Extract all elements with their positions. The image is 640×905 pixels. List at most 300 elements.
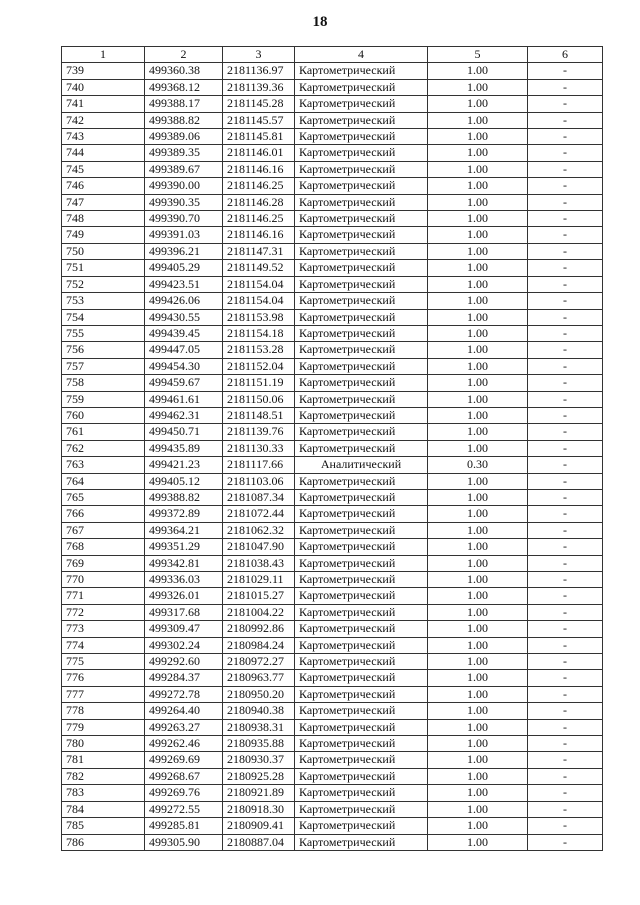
- cell-coordinate-y: 2180984.24: [223, 637, 295, 653]
- column-header-5: 5: [428, 47, 528, 63]
- cell-method: Картометрический: [295, 407, 428, 423]
- cell-precision: 1.00: [428, 391, 528, 407]
- cell-point-number: 768: [62, 539, 145, 555]
- cell-coordinate-y: 2181004.22: [223, 604, 295, 620]
- cell-note: -: [528, 539, 603, 555]
- cell-coordinate-x: 499388.82: [145, 489, 223, 505]
- cell-method: Картометрический: [295, 194, 428, 210]
- cell-precision: 1.00: [428, 818, 528, 834]
- cell-coordinate-y: 2180918.30: [223, 801, 295, 817]
- cell-coordinate-y: 2181151.19: [223, 375, 295, 391]
- cell-method: Картометрический: [295, 276, 428, 292]
- cell-point-number: 783: [62, 785, 145, 801]
- column-header-4: 4: [295, 47, 428, 63]
- cell-method: Картометрический: [295, 260, 428, 276]
- cell-note: -: [528, 719, 603, 735]
- table-row: [62, 801, 603, 817]
- cell-method: Картометрический: [295, 161, 428, 177]
- cell-method: Картометрический: [295, 96, 428, 112]
- column-header-6: 6: [528, 47, 603, 63]
- cell-method: Картометрический: [295, 293, 428, 309]
- cell-method: Картометрический: [295, 309, 428, 325]
- cell-coordinate-x: 499269.76: [145, 785, 223, 801]
- cell-coordinate-y: 2180940.38: [223, 703, 295, 719]
- table-row: [62, 686, 603, 702]
- cell-precision: 1.00: [428, 473, 528, 489]
- cell-coordinate-y: 2181139.36: [223, 79, 295, 95]
- cell-coordinate-y: 2181154.04: [223, 293, 295, 309]
- cell-coordinate-x: 499421.23: [145, 457, 223, 473]
- cell-method: Картометрический: [295, 522, 428, 538]
- cell-note: -: [528, 243, 603, 259]
- cell-coordinate-y: 2181145.81: [223, 129, 295, 145]
- cell-note: -: [528, 768, 603, 784]
- cell-coordinate-x: 499372.89: [145, 506, 223, 522]
- cell-method: Картометрический: [295, 178, 428, 194]
- cell-coordinate-y: 2180963.77: [223, 670, 295, 686]
- table-row: [62, 719, 603, 735]
- cell-coordinate-x: 499461.61: [145, 391, 223, 407]
- cell-method: Картометрический: [295, 768, 428, 784]
- cell-note: -: [528, 112, 603, 128]
- table-row: [62, 260, 603, 276]
- cell-precision: 1.00: [428, 358, 528, 374]
- cell-precision: 1.00: [428, 801, 528, 817]
- cell-note: -: [528, 161, 603, 177]
- cell-point-number: 780: [62, 736, 145, 752]
- cell-point-number: 763: [62, 457, 145, 473]
- cell-precision: 1.00: [428, 768, 528, 784]
- cell-point-number: 777: [62, 686, 145, 702]
- cell-coordinate-y: 2180992.86: [223, 621, 295, 637]
- cell-method: Картометрический: [295, 129, 428, 145]
- cell-note: -: [528, 424, 603, 440]
- column-header-2: 2: [145, 47, 223, 63]
- cell-precision: 1.00: [428, 572, 528, 588]
- cell-point-number: 748: [62, 211, 145, 227]
- cell-point-number: 769: [62, 555, 145, 571]
- cell-note: -: [528, 276, 603, 292]
- cell-coordinate-x: 499459.67: [145, 375, 223, 391]
- table-row: [62, 768, 603, 784]
- column-header-3: 3: [223, 47, 295, 63]
- cell-precision: 1.00: [428, 260, 528, 276]
- cell-method: Картометрический: [295, 473, 428, 489]
- cell-note: -: [528, 588, 603, 604]
- cell-point-number: 756: [62, 342, 145, 358]
- cell-point-number: 749: [62, 227, 145, 243]
- table-row: [62, 178, 603, 194]
- cell-method: Картометрический: [295, 506, 428, 522]
- cell-note: -: [528, 555, 603, 571]
- cell-precision: 1.00: [428, 637, 528, 653]
- table-row: [62, 489, 603, 505]
- cell-coordinate-x: 499389.35: [145, 145, 223, 161]
- cell-coordinate-y: 2181154.18: [223, 325, 295, 341]
- cell-coordinate-y: 2181146.28: [223, 194, 295, 210]
- cell-coordinate-x: 499285.81: [145, 818, 223, 834]
- cell-coordinate-x: 499262.46: [145, 736, 223, 752]
- table-row: [62, 129, 603, 145]
- cell-point-number: 786: [62, 834, 145, 850]
- cell-point-number: 776: [62, 670, 145, 686]
- cell-point-number: 773: [62, 621, 145, 637]
- cell-method: Картометрический: [295, 604, 428, 620]
- cell-precision: 1.00: [428, 79, 528, 95]
- cell-coordinate-x: 499269.69: [145, 752, 223, 768]
- cell-method: Картометрический: [295, 63, 428, 79]
- coordinates-table: [61, 46, 603, 851]
- cell-coordinate-y: 2181087.34: [223, 489, 295, 505]
- page-number: 18: [312, 14, 328, 30]
- table-row: [62, 522, 603, 538]
- cell-point-number: 764: [62, 473, 145, 489]
- cell-note: -: [528, 391, 603, 407]
- cell-coordinate-y: 2181153.28: [223, 342, 295, 358]
- cell-precision: 1.00: [428, 736, 528, 752]
- cell-coordinate-y: 2180909.41: [223, 818, 295, 834]
- cell-method: Картометрический: [295, 112, 428, 128]
- cell-point-number: 739: [62, 63, 145, 79]
- cell-note: -: [528, 227, 603, 243]
- table-row: [62, 424, 603, 440]
- cell-note: -: [528, 178, 603, 194]
- cell-point-number: 742: [62, 112, 145, 128]
- cell-note: -: [528, 604, 603, 620]
- cell-method: Картометрический: [295, 834, 428, 850]
- cell-note: -: [528, 309, 603, 325]
- cell-note: -: [528, 736, 603, 752]
- table-body: [62, 63, 603, 851]
- table-row: [62, 654, 603, 670]
- cell-coordinate-x: 499388.17: [145, 96, 223, 112]
- cell-coordinate-y: 2181015.27: [223, 588, 295, 604]
- cell-precision: 1.00: [428, 407, 528, 423]
- cell-coordinate-x: 499454.30: [145, 358, 223, 374]
- cell-note: -: [528, 834, 603, 850]
- cell-note: -: [528, 325, 603, 341]
- cell-method: Картометрический: [295, 801, 428, 817]
- cell-note: -: [528, 358, 603, 374]
- cell-method: Картометрический: [295, 489, 428, 505]
- cell-precision: 1.00: [428, 834, 528, 850]
- cell-precision: 1.00: [428, 161, 528, 177]
- table-row: [62, 276, 603, 292]
- cell-note: -: [528, 818, 603, 834]
- cell-point-number: 744: [62, 145, 145, 161]
- cell-point-number: 743: [62, 129, 145, 145]
- cell-precision: 1.00: [428, 752, 528, 768]
- table-row: [62, 293, 603, 309]
- cell-coordinate-y: 2181139.76: [223, 424, 295, 440]
- cell-point-number: 746: [62, 178, 145, 194]
- cell-method: Аналитический: [295, 457, 428, 473]
- cell-coordinate-x: 499268.67: [145, 768, 223, 784]
- cell-method: Картометрический: [295, 79, 428, 95]
- cell-coordinate-x: 499439.45: [145, 325, 223, 341]
- cell-note: -: [528, 96, 603, 112]
- cell-point-number: 752: [62, 276, 145, 292]
- cell-note: -: [528, 79, 603, 95]
- cell-point-number: 781: [62, 752, 145, 768]
- cell-coordinate-x: 499390.00: [145, 178, 223, 194]
- cell-coordinate-y: 2181149.52: [223, 260, 295, 276]
- table-row: [62, 473, 603, 489]
- cell-coordinate-y: 2181146.25: [223, 178, 295, 194]
- cell-note: -: [528, 752, 603, 768]
- cell-precision: 1.00: [428, 96, 528, 112]
- table-row: [62, 785, 603, 801]
- cell-coordinate-y: 2181146.16: [223, 161, 295, 177]
- table-row: [62, 818, 603, 834]
- cell-precision: 1.00: [428, 325, 528, 341]
- cell-point-number: 775: [62, 654, 145, 670]
- cell-point-number: 784: [62, 801, 145, 817]
- cell-coordinate-y: 2180938.31: [223, 719, 295, 735]
- cell-coordinate-y: 2181038.43: [223, 555, 295, 571]
- cell-note: -: [528, 145, 603, 161]
- cell-precision: 1.00: [428, 489, 528, 505]
- cell-note: -: [528, 293, 603, 309]
- cell-coordinate-x: 499450.71: [145, 424, 223, 440]
- cell-method: Картометрический: [295, 621, 428, 637]
- cell-coordinate-y: 2181146.16: [223, 227, 295, 243]
- cell-coordinate-x: 499336.03: [145, 572, 223, 588]
- table-row: [62, 325, 603, 341]
- cell-precision: 1.00: [428, 342, 528, 358]
- cell-coordinate-y: 2181072.44: [223, 506, 295, 522]
- cell-note: -: [528, 506, 603, 522]
- cell-coordinate-y: 2181136.97: [223, 63, 295, 79]
- cell-method: Картометрический: [295, 572, 428, 588]
- cell-method: Картометрический: [295, 227, 428, 243]
- cell-precision: 1.00: [428, 375, 528, 391]
- cell-point-number: 754: [62, 309, 145, 325]
- cell-coordinate-x: 499264.40: [145, 703, 223, 719]
- cell-coordinate-y: 2180972.27: [223, 654, 295, 670]
- cell-precision: 1.00: [428, 555, 528, 571]
- table-row: [62, 457, 603, 473]
- cell-method: Картометрический: [295, 243, 428, 259]
- cell-coordinate-x: 499390.70: [145, 211, 223, 227]
- table-row: [62, 539, 603, 555]
- cell-coordinate-y: 2181117.66: [223, 457, 295, 473]
- cell-precision: 1.00: [428, 670, 528, 686]
- cell-coordinate-x: 499263.27: [145, 719, 223, 735]
- cell-point-number: 761: [62, 424, 145, 440]
- cell-method: Картометрический: [295, 342, 428, 358]
- table-row: [62, 227, 603, 243]
- cell-precision: 1.00: [428, 227, 528, 243]
- cell-method: Картометрический: [295, 703, 428, 719]
- cell-point-number: 772: [62, 604, 145, 620]
- cell-method: Картометрический: [295, 325, 428, 341]
- cell-precision: 1.00: [428, 588, 528, 604]
- cell-coordinate-y: 2181130.33: [223, 440, 295, 456]
- cell-coordinate-x: 499272.55: [145, 801, 223, 817]
- cell-coordinate-x: 499423.51: [145, 276, 223, 292]
- cell-precision: 1.00: [428, 178, 528, 194]
- cell-point-number: 760: [62, 407, 145, 423]
- cell-note: -: [528, 211, 603, 227]
- cell-coordinate-y: 2181146.01: [223, 145, 295, 161]
- cell-precision: 1.00: [428, 211, 528, 227]
- cell-point-number: 774: [62, 637, 145, 653]
- cell-method: Картометрический: [295, 670, 428, 686]
- cell-coordinate-y: 2181150.06: [223, 391, 295, 407]
- cell-coordinate-x: 499447.05: [145, 342, 223, 358]
- cell-precision: 1.00: [428, 194, 528, 210]
- table-row: [62, 703, 603, 719]
- cell-point-number: 745: [62, 161, 145, 177]
- cell-precision: 1.00: [428, 604, 528, 620]
- table-row: [62, 506, 603, 522]
- cell-coordinate-y: 2180935.88: [223, 736, 295, 752]
- cell-precision: 1.00: [428, 129, 528, 145]
- cell-note: -: [528, 785, 603, 801]
- cell-point-number: 757: [62, 358, 145, 374]
- table-row: [62, 309, 603, 325]
- cell-precision: 1.00: [428, 276, 528, 292]
- cell-note: -: [528, 375, 603, 391]
- cell-coordinate-y: 2181154.04: [223, 276, 295, 292]
- cell-precision: 1.00: [428, 243, 528, 259]
- cell-note: -: [528, 670, 603, 686]
- table-row: [62, 211, 603, 227]
- cell-method: Картометрический: [295, 785, 428, 801]
- cell-precision: 1.00: [428, 293, 528, 309]
- table-row: [62, 621, 603, 637]
- cell-point-number: 740: [62, 79, 145, 95]
- cell-coordinate-y: 2181147.31: [223, 243, 295, 259]
- column-header-1: 1: [62, 47, 145, 63]
- cell-coordinate-x: 499462.31: [145, 407, 223, 423]
- cell-point-number: 751: [62, 260, 145, 276]
- cell-coordinate-y: 2181153.98: [223, 309, 295, 325]
- table-row: [62, 555, 603, 571]
- cell-note: -: [528, 342, 603, 358]
- table-row: [62, 604, 603, 620]
- cell-method: Картометрический: [295, 637, 428, 653]
- table-row: [62, 637, 603, 653]
- cell-coordinate-x: 499292.60: [145, 654, 223, 670]
- cell-point-number: 779: [62, 719, 145, 735]
- cell-point-number: 758: [62, 375, 145, 391]
- cell-note: -: [528, 63, 603, 79]
- table-row: [62, 736, 603, 752]
- table-row: [62, 752, 603, 768]
- cell-point-number: 771: [62, 588, 145, 604]
- cell-precision: 1.00: [428, 112, 528, 128]
- cell-note: -: [528, 572, 603, 588]
- cell-method: Картометрический: [295, 424, 428, 440]
- cell-coordinate-x: 499426.06: [145, 293, 223, 309]
- cell-coordinate-x: 499272.78: [145, 686, 223, 702]
- cell-coordinate-y: 2180887.04: [223, 834, 295, 850]
- cell-method: Картометрический: [295, 736, 428, 752]
- cell-method: Картометрический: [295, 391, 428, 407]
- cell-coordinate-x: 499430.55: [145, 309, 223, 325]
- cell-coordinate-x: 499351.29: [145, 539, 223, 555]
- table-row: [62, 145, 603, 161]
- cell-precision: 1.00: [428, 686, 528, 702]
- cell-precision: 1.00: [428, 440, 528, 456]
- cell-note: -: [528, 440, 603, 456]
- cell-coordinate-x: 499435.89: [145, 440, 223, 456]
- cell-note: -: [528, 522, 603, 538]
- cell-point-number: 741: [62, 96, 145, 112]
- cell-precision: 1.00: [428, 621, 528, 637]
- cell-precision: 1.00: [428, 719, 528, 735]
- table-row: [62, 407, 603, 423]
- cell-method: Картометрический: [295, 440, 428, 456]
- cell-note: -: [528, 654, 603, 670]
- cell-coordinate-y: 2181145.57: [223, 112, 295, 128]
- cell-note: -: [528, 703, 603, 719]
- cell-method: Картометрический: [295, 654, 428, 670]
- cell-note: -: [528, 129, 603, 145]
- cell-point-number: 767: [62, 522, 145, 538]
- cell-note: -: [528, 407, 603, 423]
- cell-coordinate-y: 2180950.20: [223, 686, 295, 702]
- cell-precision: 1.00: [428, 703, 528, 719]
- table-row: [62, 358, 603, 374]
- cell-note: -: [528, 489, 603, 505]
- cell-coordinate-y: 2180925.28: [223, 768, 295, 784]
- cell-coordinate-y: 2181103.06: [223, 473, 295, 489]
- cell-point-number: 759: [62, 391, 145, 407]
- cell-point-number: 750: [62, 243, 145, 259]
- cell-coordinate-y: 2181062.32: [223, 522, 295, 538]
- cell-precision: 1.00: [428, 522, 528, 538]
- table-row: [62, 112, 603, 128]
- cell-precision: 1.00: [428, 424, 528, 440]
- cell-note: -: [528, 686, 603, 702]
- cell-coordinate-x: 499388.82: [145, 112, 223, 128]
- cell-coordinate-y: 2181145.28: [223, 96, 295, 112]
- cell-note: -: [528, 473, 603, 489]
- cell-point-number: 747: [62, 194, 145, 210]
- cell-precision: 1.00: [428, 654, 528, 670]
- cell-note: -: [528, 260, 603, 276]
- table-row: [62, 243, 603, 259]
- table-row: [62, 834, 603, 850]
- cell-coordinate-x: 499396.21: [145, 243, 223, 259]
- cell-coordinate-x: 499326.01: [145, 588, 223, 604]
- cell-coordinate-x: 499360.38: [145, 63, 223, 79]
- table-row: [62, 194, 603, 210]
- cell-precision: 0.30: [428, 457, 528, 473]
- cell-point-number: 755: [62, 325, 145, 341]
- cell-note: -: [528, 621, 603, 637]
- cell-note: -: [528, 801, 603, 817]
- table-row: [62, 588, 603, 604]
- cell-coordinate-y: 2181047.90: [223, 539, 295, 555]
- cell-coordinate-x: 499302.24: [145, 637, 223, 653]
- cell-coordinate-y: 2181152.04: [223, 358, 295, 374]
- cell-method: Картометрический: [295, 358, 428, 374]
- cell-point-number: 778: [62, 703, 145, 719]
- cell-point-number: 785: [62, 818, 145, 834]
- table-row: [62, 342, 603, 358]
- cell-coordinate-x: 499317.68: [145, 604, 223, 620]
- cell-precision: 1.00: [428, 309, 528, 325]
- cell-coordinate-y: 2181146.25: [223, 211, 295, 227]
- table-row: [62, 572, 603, 588]
- cell-coordinate-y: 2181029.11: [223, 572, 295, 588]
- cell-method: Картометрический: [295, 211, 428, 227]
- cell-coordinate-y: 2180930.37: [223, 752, 295, 768]
